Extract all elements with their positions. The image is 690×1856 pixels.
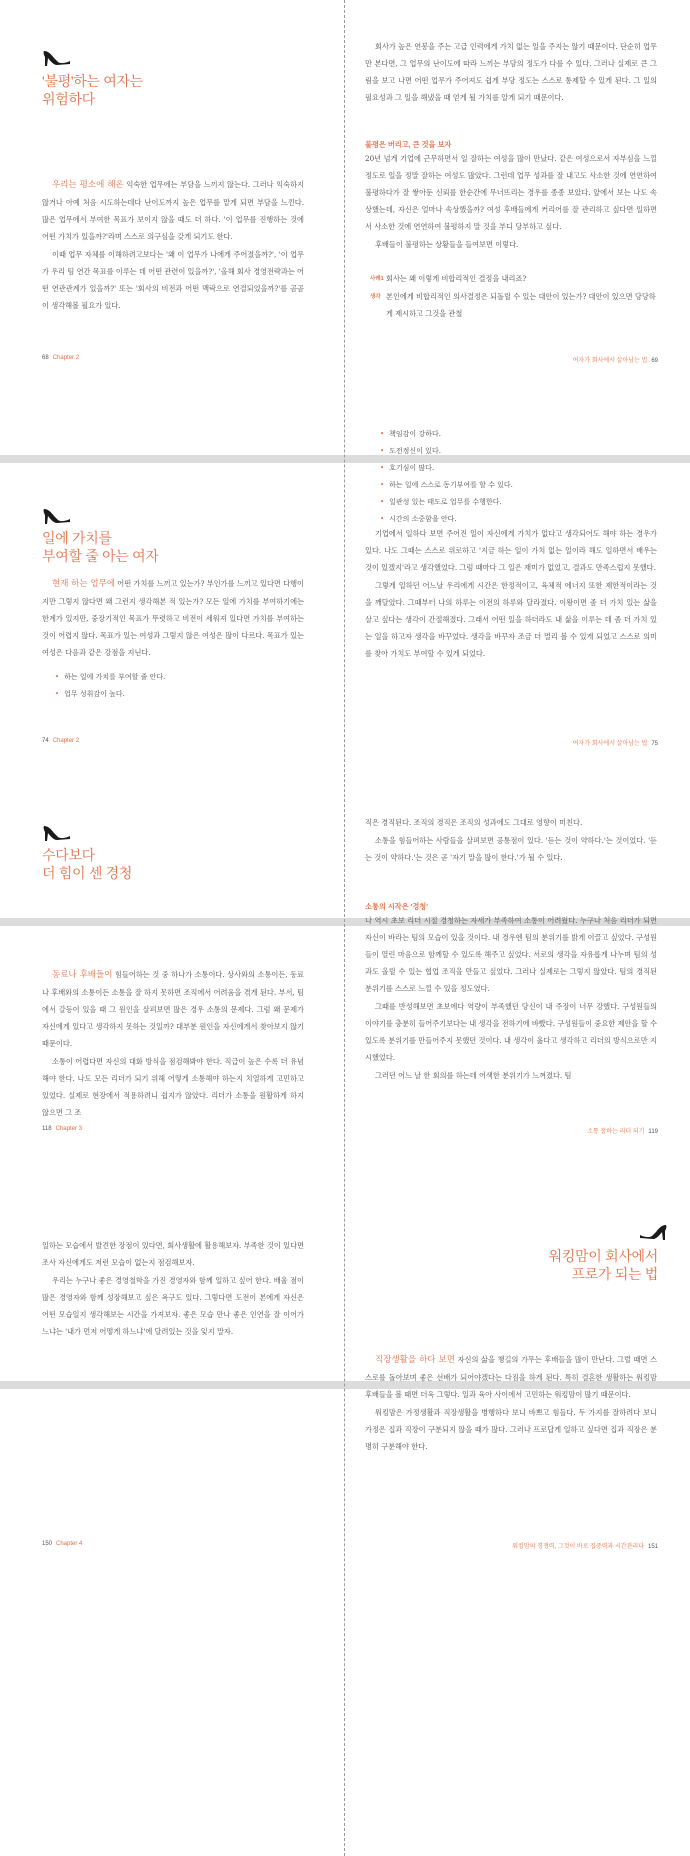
body-text: [365, 38, 657, 107]
folio-label: Chapter 2: [52, 355, 80, 361]
bullet-item: • 호기심이 많다.: [380, 460, 513, 477]
paragraph: 그렇게 일하던 어느날 우리에게 시간은 한정적이고, 육체적 에너지 또한 제한적이라는 것을 깨달았다. 그때부터 나의 하루는 이전의 하루와 달라졌다. 이왕이면 좀 더 가치 있는 삶을 살고 싶다는 생각이 간절해졌다. 그래서 어떤 일을 하더라도 내 삶을 이루는 데 좀 더 가치 있는 일을 하고자 생각을 바꾸었다. 생각을 바꾸자 조금 더 멀리 볼 수 있게 되었고 스스로 의미를 찾아 가치도 부여할 수 있게 되었다.: [365, 581, 657, 658]
paragraph: 후배들이 불평하는 상황들을 들여보면 이렇다.: [375, 240, 519, 249]
title-line: 프로가 되는 법: [571, 1266, 658, 1282]
folio: [42, 355, 79, 361]
high-heel-icon: [42, 45, 72, 67]
paragraph: 일하는 모습에서 발견한 장점이 있다면, 회사생활에 활용해보자. 부족한 것이 있다면 조사 자신에게도 저런 모습이 없는지 점검해보자.: [42, 1241, 304, 1267]
paragraph: 자신의 삶을 챙길의 가무는 후배들을 많이 만난다. 그럴 때면 스스로를 돌아보며 좋은 선배가 되어야겠다는 다짐을 하게 된다. 특히 결혼한 생활하는 워킹맘 후배들을 볼 때면 더욱 그렇다. 일과 육아 사이에서 고민하는 워킹맘이 많기 때문이다.: [365, 1355, 657, 1399]
page-divider: [0, 455, 690, 463]
qa-row: [370, 288, 657, 322]
paragraph: 소통이 어렵다면 자신의 대화 방식을 점검해봐야 한다. 직급이 높은 수록 더 유념해야 한다. 나도 모든 리더가 되기 위해 어떻게 소통해야 하는지 치열하게 고민하고 있었다. 실제로 현장에서 적용하려니 쉽지가 않았다. 리더가 소통을 원활하게 하지 않으면 그 조: [42, 1057, 304, 1117]
paragraph: 우리는 누구나 좋은 경영철학을 가진 경영자와 함께 일하고 싶어 한다. 배울 점이 많은 경영자와 함께 성장해보고 싶은 욕구도 있다. 그렇다면 도전이 본에게 자신은 어떤 모습일지 생각해보는 시간을 가져보자. 좋은 모습 만나 좋은 인연을 잘 이어가느냐는 '내가 먼저 어떻게 하느냐'에 달려있는 것을 잊지 말자.: [42, 1276, 304, 1336]
title-line: 위험하다: [42, 91, 95, 107]
folio-label: Chapter 4: [56, 1541, 83, 1547]
paragraph: 힘들어하는 것 중 하나가 소통이다. 상사와의 소통이든, 동료나 후배와의 소통이든 소통을 잘 하지 못하면 조직에서 어려움을 겪게 된다. 부서, 팀에서 갈등이 있을 때 그 원인을 살펴보면 많은 경우 소통의 문제다. 그럼 왜 문제가 자신에게 있다고 생각하지 못하는 것일까? 대부분 원인을 자신에게서 찾아보지 않기 때문이다.: [42, 970, 304, 1048]
title-line: 더 힘이 센 경청: [42, 865, 133, 881]
bullet-item: • 시간의 소중함을 안다.: [380, 511, 513, 528]
page-number: 75: [651, 741, 658, 747]
folio: [573, 738, 658, 747]
folio: [42, 1126, 82, 1132]
page-number: 69: [651, 358, 658, 364]
body-text: [42, 966, 304, 1122]
paragraph: 그때를 반성해보면 초보에다 역량이 부족했던 당신이 내 주장이 너무 강했다. 구성원들의 이야기를 충분히 들어주기보다는 내 생각을 전하기에 바빴다. 구성원들이 중요한 제안을 할 수 있도록 분위기를 만들어주지 못했던 것이다. 내 생각이 옳다고 생각하고 리더의 방식으로만 지시했었다.: [365, 1002, 657, 1062]
page-number: 119: [648, 1129, 658, 1135]
page-number: 150: [42, 1541, 53, 1547]
chapter-title: [398, 1247, 658, 1283]
page-number: 68: [42, 355, 49, 361]
high-heel-icon: [42, 820, 72, 842]
paragraph: 소통을 힘들어하는 사람들을 살펴보면 공통점이 있다. '듣는 것이 약하다.'는 것이었다. '듣는 것이 약하다.'는 것은 곧 '자기 말을 많이 한다.'가 될 수 있다.: [365, 836, 657, 862]
folio-label: 소통 잘하는 리더 되기: [587, 1129, 645, 1135]
folio-label: Chapter 2: [52, 738, 80, 744]
spread-4: [0, 1241, 690, 1844]
chapter-title: [42, 846, 132, 882]
section-subhead: 불평은 버리고, 큰 것을 보자: [365, 140, 452, 149]
page-150: [0, 1241, 345, 1844]
paragraph: 이때 업무 자체를 이해하려고보다는 '왜 이 업무가 나에게 주어졌을까?', '이 업무가 우리 팀 연간 목표를 이루는 데 어떤 관련이 있을까?', '올해 회사 경영전략과는 어떤 연관관계가 있을까?' 또는 '회사의 비전과 어떤 맥락으로 연결되었을까?'를 곰곰이 생각해볼 필요가 있다.: [42, 250, 304, 310]
center-fold-line: [344, 0, 345, 1856]
page-number: 151: [647, 1544, 658, 1550]
body-text: [42, 575, 304, 662]
body-text: [42, 176, 304, 315]
folio: [587, 1126, 658, 1135]
paragraph: 어떤 가치를 느끼고 있는가? 부인가를 느끼고 있다면 다행이지만 그렇지 않다면 왜 그런지 생각해본 적 있는가? 모든 일에 가치를 부여하기에는 한계가 있지만, 중장기적인 목표가 뚜렷하고 비전이 세워져 있다면 가치를 부여하는 것이 어렵지 않다. 목표가 있는 여성과 그렇지 않은 여성은 많이 다르다. 목표가 있는 여성은 다음과 같은 강점을 지닌다.: [42, 579, 304, 657]
chapter-title: [42, 72, 143, 108]
bullet-item: • 업무 성취감이 높다.: [55, 686, 165, 703]
spread-1: [0, 0, 690, 455]
paragraph: 20년 넘게 기업에 근무하면서 일 잘하는 여성을 많이 만났다. 같은 여성으로서 자부심을 느낄 정도로 일을 정말 잘하는 여성도 많았다. 그런데 업무 성과를 잘 내고도 사소한 것에 연연하여 불평하다가 잘 쌓아둔 신뢰를 한순간에 무너뜨리는 경우를 종종 보았다. 앞에서 보는 나도 속상했는데, 자신은 얼마나 속상했을까? 여성 후배들에게 커리어를 잘 관리하고 싶다면 일하면서 사소한 것에 연연하여 불평하지 말 것을 부디 당부하고 싶다.: [365, 154, 657, 231]
section-subhead: 소통의 시작은 '경청': [365, 902, 428, 911]
high-heel-icon: [42, 503, 72, 525]
bullet-item: • 도전정신이 있다.: [380, 443, 513, 460]
body-text: [365, 912, 657, 1085]
folio: [512, 1541, 658, 1550]
paragraph: 익숙한 업무에는 부담을 느끼지 않는다. 그러나 익숙하지 않거나 아예 처음 시도하는데다 난이도까지 높은 업무를 맡게 되면 부담을 느낀다. 많은 업무에서 부여한 목표가 보이지 않을 때도 더 하다. '이 업무를 진행하는 것에 어떤 가치가 있을까?'라며 스스로 의구심을 갖게 되기도 한다.: [42, 180, 304, 241]
page-number: 74: [42, 738, 49, 744]
paragraph: 워킹맘은 가정생활과 직장생활을 병행하다 보니 바쁘고 힘들다. 두 가지를 잘하려다 보니 가정은 집과 직장이 구분되지 않을 때가 많다. 그러나 프로답게 일하고 싶다면 집과 직장은 분명히 구분해야 한다.: [365, 1408, 657, 1451]
lead-phrase: 직장생활을 하다 보면: [375, 1355, 455, 1365]
title-line: '불평'하는 여자는: [42, 73, 143, 89]
folio-label: Chapter 3: [55, 1126, 82, 1132]
qa-row: [370, 270, 657, 288]
title-line: 수다보다: [42, 847, 95, 863]
qa-tag: 생각: [370, 294, 381, 300]
qa-tag: 사례1: [370, 276, 384, 282]
qa-text: 회사는 왜 이렇게 비합리적인 결정을 내리죠?: [386, 274, 527, 283]
paragraph: 기업에서 일하다 보면 주어진 일이 자신에게 가치가 없다고 생각되어도 해야 하는 경우가 있다. 나도 그때는 스스로 위로하고 '지금 하는 일이 가치 없는 일이라 해도 일하면서 배우는 것이 있겠지'라고 생각했었다. 그럼 때마다 그 일은 재미가 없었고, 결과도 만족스럽지 못했다.: [365, 529, 657, 572]
title-line: 부여할 줄 아는 여자: [42, 548, 159, 564]
chapter-title: [42, 529, 159, 565]
page-68: [0, 0, 345, 455]
folio-label: 여자가 회사에서 살아남는 법: [572, 741, 648, 747]
paragraph: 그러던 어느 날 한 회의를 하는데 어색한 분위기가 느껴졌다. 팀: [375, 1071, 572, 1080]
body-text: [365, 814, 657, 867]
folio-label: 여자가 회사에서 살아남는 법: [572, 358, 648, 364]
qa-text: 본인에게 비합리적인 의사결정은 되돌릴 수 있는 대안이 있는가? 대안이 있으면 당당하게 제시하고 그것을 관철: [386, 292, 656, 318]
page-119: [345, 818, 690, 1381]
lead-phrase: 동료나 후배들이: [52, 970, 113, 980]
title-line: 일에 가치를: [42, 530, 112, 546]
paragraph: 나 역시 초보 리더 시절 경청하는 자세가 부족하여 소통이 어려웠다. 누구나 처음 리더가 되면 자신이 바라는 팀의 모습이 있을 것이다. 내 경우엔 팀의 분위기를 밝게 이끌고 싶었다. 구성원들이 열린 마음으로 함께할 수 있도록 해주고 싶었다. 서로의 생각을 자유롭게 나누며 팀의 성과도 올릴 수 있는 협업 조직을 만들고 싶었다. 그러나 실제로는 그렇지 않았다. 팀의 경직된 분위기를 스스로 느낄 수 있을 정도였다.: [365, 916, 657, 993]
high-heel-icon: [638, 1219, 668, 1241]
bullet-item: • 하는 일에 가치를 부여할 줄 안다.: [55, 669, 165, 686]
page-151: [345, 1248, 690, 1844]
bullet-list: [380, 426, 513, 528]
body-text: [365, 150, 657, 254]
bullet-item: • 하는 일에 스스로 동기부여를 할 수 있다.: [380, 477, 513, 494]
page-number: 118: [42, 1126, 52, 1132]
page-69: [345, 0, 690, 455]
title-line: 워킹맘이 회사에서: [548, 1248, 658, 1264]
body-text: [365, 1351, 657, 1456]
lead-phrase: 현재 하는 업무에: [52, 579, 115, 589]
folio-label: 워킹맘의 경쟁력, 그것이 바로 집중력과 시간관리다: [512, 1544, 644, 1550]
body-text: [365, 525, 657, 663]
folio: [42, 1541, 82, 1547]
folio: [573, 355, 658, 364]
paragraph: 직은 경직된다. 조직의 경직은 조직의 성과에도 그대로 영향이 미친다.: [365, 818, 583, 827]
bullet-list: [55, 669, 165, 703]
body-text: [42, 1237, 304, 1341]
paragraph: 회사가 높은 연봉을 주는 고급 인력에게 가치 없는 일을 주지는 않기 때문이다. 단순히 업무만 본다면, 그 업무의 난이도에 따라 느끼는 부담의 정도가 다를 수 있다. 그러나 실제로 큰 그림을 보고 나면 어떤 업무가 주어져도 쉽게 부당 정도는 스스로 통제할 수 있게 된다. 그 일의 필요성과 그 일을 해냈을 때 얻게 될 가치를 알게 되기 때문이다.: [365, 42, 657, 102]
lead-phrase: 우리는 평소에 해온: [52, 180, 124, 190]
bullet-item: • 일관성 있는 태도로 업무를 수행한다.: [380, 494, 513, 511]
folio: [42, 738, 79, 744]
bullet-item: • 책임감이 강하다.: [380, 426, 513, 443]
qa-block: [370, 270, 657, 322]
